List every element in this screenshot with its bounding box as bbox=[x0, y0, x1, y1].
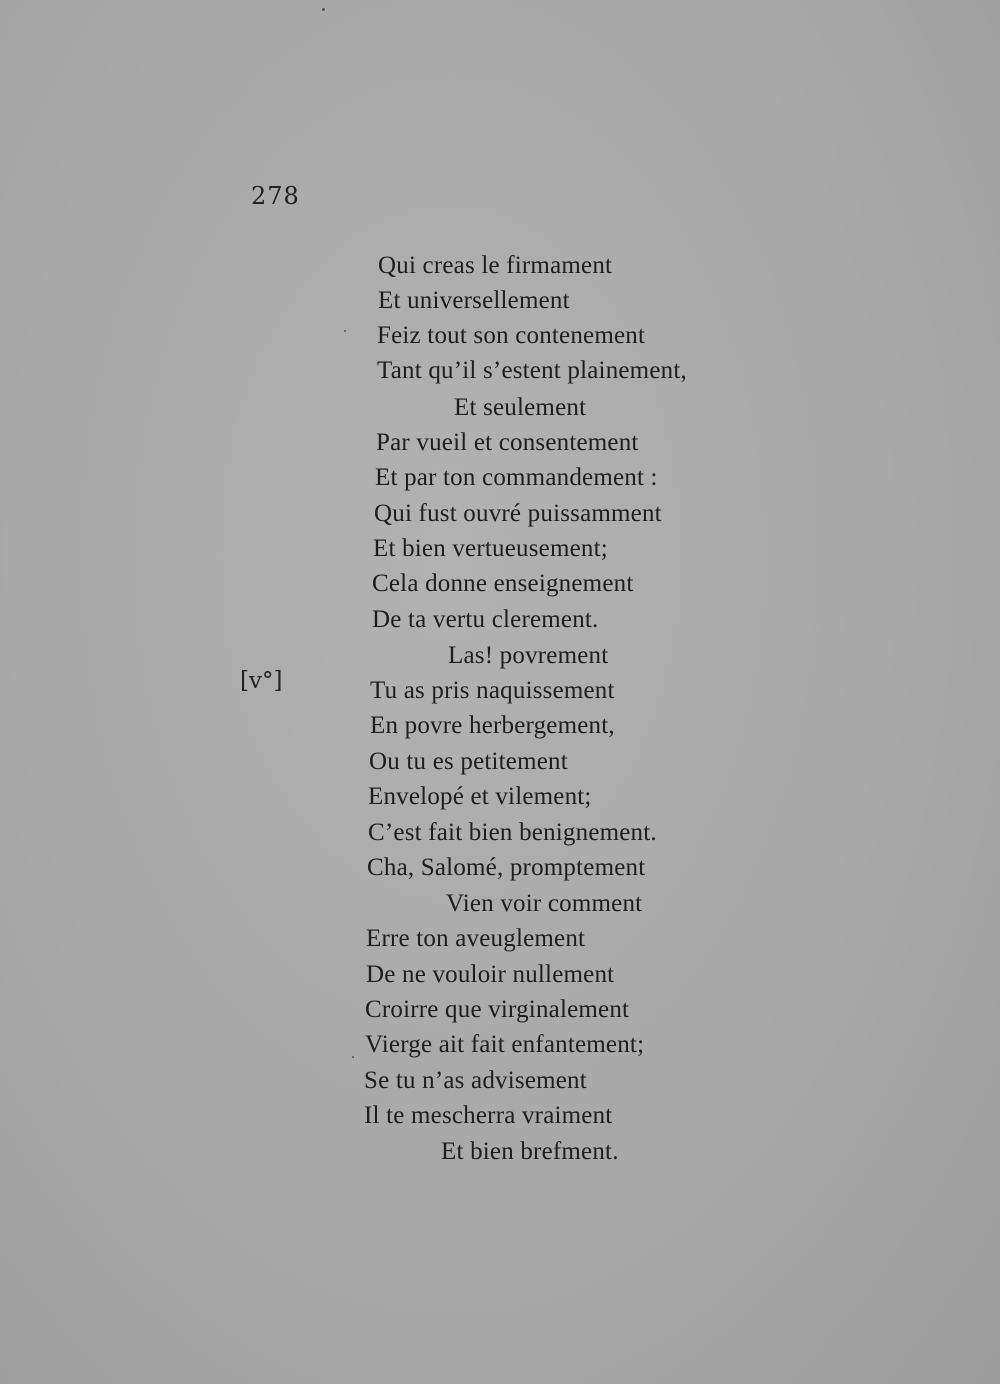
verse-line: Tu as pris naquissement bbox=[370, 677, 615, 704]
verse-line: C’est fait bien benignement. bbox=[368, 819, 657, 846]
verse-line: Qui fust ouvré puissamment bbox=[374, 500, 662, 527]
paper-speck bbox=[344, 330, 346, 332]
paper-speck bbox=[352, 1056, 354, 1058]
verse-line: Et seulement bbox=[454, 394, 587, 421]
verse-line: Par vueil et consentement bbox=[376, 429, 639, 456]
verse-line: De ne vouloir nullement bbox=[366, 961, 615, 988]
verse-line: Cha, Salomé, promptement bbox=[367, 854, 646, 881]
verse-line: Vien voir comment bbox=[446, 890, 643, 917]
verse-line: De ta vertu clerement. bbox=[372, 606, 599, 633]
verse-line: Et bien vertueusement; bbox=[373, 535, 608, 562]
verse-line: Ou tu es petitement bbox=[369, 748, 568, 775]
verse-line: Et par ton commandement : bbox=[375, 464, 658, 491]
verse-line: Erre ton aveuglement bbox=[366, 925, 586, 952]
verse-line: Croirre que virginalement bbox=[365, 996, 630, 1023]
verse-line: Envelopé et vilement; bbox=[368, 783, 592, 810]
verse-line: En povre herbergement, bbox=[370, 712, 615, 739]
verse-line: Vierge ait fait enfantement; bbox=[365, 1031, 645, 1058]
verse-line: Il te mescherra vraiment bbox=[364, 1102, 613, 1129]
page-number: 278 bbox=[251, 182, 300, 210]
verse-line: Qui creas le firmament bbox=[378, 252, 613, 279]
verse-line: Las! povrement bbox=[448, 642, 609, 669]
verse-line: Et universellement bbox=[378, 287, 570, 314]
verse-line: Tant qu’il s’estent plainement, bbox=[377, 357, 687, 384]
margin-note: [v°] bbox=[240, 668, 283, 694]
verse-line: Et bien brefment. bbox=[441, 1138, 619, 1165]
verse-line: Se tu n’as advisement bbox=[364, 1067, 587, 1094]
verse-line: Feiz tout son contenement bbox=[377, 322, 646, 349]
paper-speck bbox=[322, 8, 325, 11]
verse-line: Cela donne enseignement bbox=[372, 570, 634, 597]
